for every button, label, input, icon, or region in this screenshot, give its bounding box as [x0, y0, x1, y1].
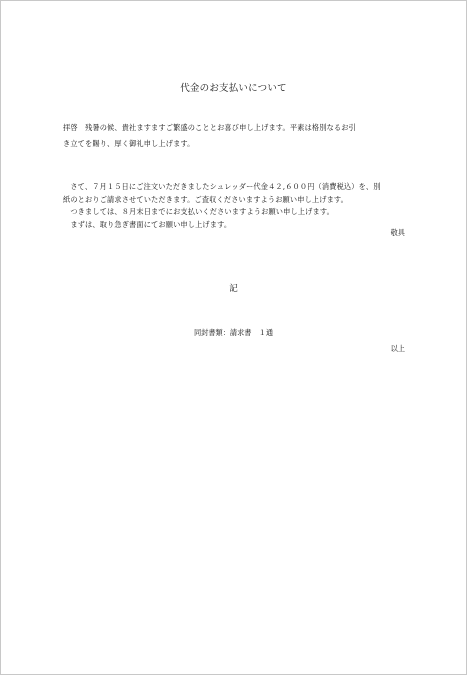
body-line-3: つきましては、８月末日までにお支払いくださいますようお願い申し上げます。 [63, 207, 334, 216]
closing-keigu: 敬具 [390, 228, 405, 237]
body-line-1: さて、７月１５日にご注文いただきましたシュレッダー代金４２,６００円（消費税込）を、別 [63, 182, 381, 191]
ki-heading: 記 [229, 284, 238, 294]
body-line-2: 紙のとおりご請求させていただきます。ご査収くださいますようお願い申し上げます。 [63, 195, 349, 204]
body-line-4: まずは、取り急ぎ書面にてお願い申し上げます。 [63, 220, 232, 229]
end-mark: 以上 [390, 344, 405, 353]
page-gutter [0, 675, 467, 693]
greeting-line-1: 拝啓 残暑の候、貴社ますますご繁盛のこととお喜び申し上げます。平素は格別なるお引 [63, 123, 356, 132]
greeting-line-2: き立てを賜り、厚く御礼申し上げます。 [63, 139, 195, 148]
enclosure-note: 同封書類：請求書 １通 [193, 328, 274, 337]
document-title: 代金のお支払いについて [180, 83, 287, 94]
